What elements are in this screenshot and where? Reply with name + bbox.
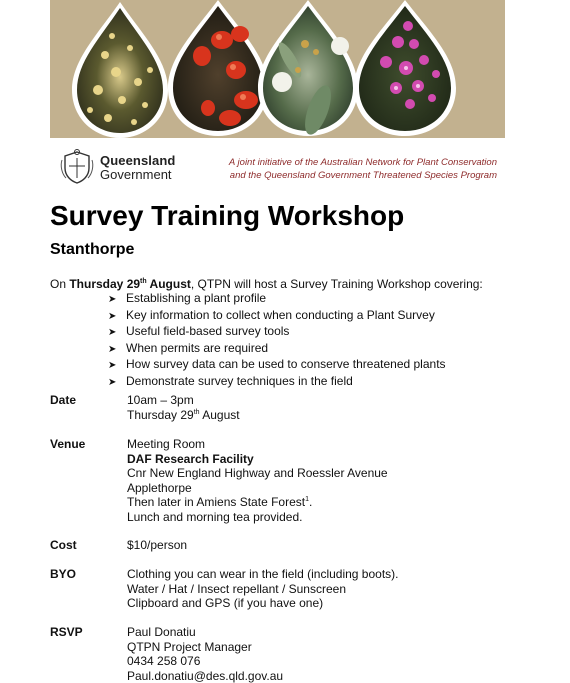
detail-label-cost: Cost [50,538,77,553]
byo-line2: Water / Hat / Insect repellant / Sunscreen [127,582,399,597]
partner-line1: A joint initiative of the Australian Network for Plant Conservation [197,156,497,169]
arrowhead-bullet-icon: ➤ [108,293,126,308]
list-item-text: When permits are required [126,341,268,355]
queensland-crest-icon [60,148,94,184]
list-item [108,324,446,341]
list-item [108,341,446,358]
venue-line2: DAF Research Facility [127,452,388,467]
list-item [108,357,446,374]
photo-drop-berries [168,0,268,136]
photo-drop-gum [258,0,358,138]
arrowhead-bullet-icon: ➤ [108,310,126,325]
rsvp-email-link[interactable]: Paul.donatiu@des.qld.gov.au [127,669,283,683]
queensland-government-logotype [100,154,175,182]
intro-prefix: On [50,277,69,291]
venue-line5a: Then later in Amiens State Forest [127,495,305,509]
arrowhead-bullet-icon: ➤ [108,376,126,391]
list-item-text: Key information to collect when conducting a Plant Survey [126,308,435,322]
arrowhead-bullet-icon: ➤ [108,326,126,341]
venue-line5 [127,495,388,510]
detail-label-date: Date [50,393,76,408]
logo-name-line1: Queensland [100,154,175,168]
page-title: Survey Training Workshop [50,198,404,234]
byo-line1: Clothing you can wear in the field (including boots). [127,567,399,582]
arrowhead-bullet-icon: ➤ [108,343,126,358]
topic-list [108,291,446,390]
detail-value-byo [127,567,399,611]
list-item-text: How survey data can be used to conserve threatened plants [126,357,446,371]
banner-artwork [50,0,505,138]
detail-value-venue [127,437,388,524]
intro-day-suffix: th [140,278,147,285]
rsvp-role: QTPN Project Manager [127,640,283,655]
arrowhead-bullet-icon: ➤ [108,359,126,374]
date-time: 10am – 3pm [127,393,240,408]
list-item [108,291,446,308]
intro-rest: , QTPN will host a Survey Training Workshop covering: [191,277,483,291]
page-subtitle: Stanthorpe [50,240,134,260]
date-day [127,408,240,423]
detail-label-rsvp: RSVP [50,625,83,640]
list-item [108,308,446,325]
rsvp-name: Paul Donatiu [127,625,283,640]
rsvp-phone: 0434 258 076 [127,654,283,669]
venue-line3: Cnr New England Highway and Roessler Avenue [127,466,388,481]
intro-day: Thursday 29 [69,277,140,291]
venue-line1: Meeting Room [127,437,388,452]
date-day-b: August [200,408,240,422]
detail-label-venue: Venue [50,437,85,452]
venue-line6: Lunch and morning tea provided. [127,510,388,525]
intro-month: August [147,277,191,291]
photo-drop-boronia [354,0,456,136]
partnership-statement [197,156,497,182]
list-item [108,374,446,391]
list-item-text: Useful field-based survey tools [126,324,289,338]
header-banner [50,0,505,138]
list-item-text: Demonstrate survey techniques in the field [126,374,353,388]
venue-line5b: . [309,495,312,509]
date-day-a: Thursday 29 [127,408,194,422]
footnote-marker: 1 [305,496,309,503]
detail-value-rsvp [127,625,283,683]
logo-row [50,146,505,188]
date-day-sup: th [194,409,200,416]
partner-line2: and the Queensland Government Threatened Species Program [197,169,497,182]
byo-line3: Clipboard and GPS (if you have one) [127,596,399,611]
detail-value-date [127,393,240,422]
logo-name-line2: Government [100,167,172,182]
venue-line4: Applethorpe [127,481,388,496]
photo-drop-wattle [72,2,168,138]
detail-label-byo: BYO [50,567,76,582]
detail-value-cost: $10/person [127,538,187,553]
intro-paragraph [50,277,483,292]
list-item-text: Establishing a plant profile [126,291,266,305]
